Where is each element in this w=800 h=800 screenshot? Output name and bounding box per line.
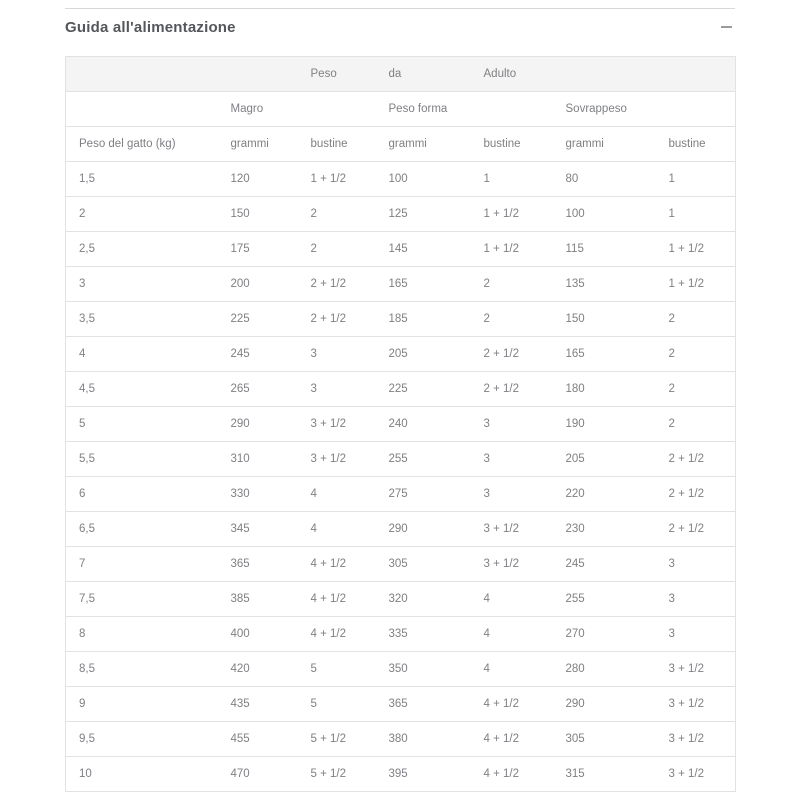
cell-magro-grams: 455 (230, 733, 250, 745)
cell-magro-grams: 245 (230, 348, 250, 360)
cell-ideal-pouches: 4 + 1/2 (483, 698, 519, 710)
cell-magro-grams: 470 (230, 768, 250, 780)
cell-ideal-pouches: 3 (483, 418, 490, 430)
cell-ideal-pouches: 4 + 1/2 (483, 768, 519, 780)
table-row (66, 757, 736, 792)
cell-ideal-grams: 225 (388, 383, 408, 395)
cell-ideal-grams: 205 (388, 348, 408, 360)
cell-overweight-grams: 280 (565, 663, 585, 675)
cell-overweight-grams: 270 (565, 628, 585, 640)
cell-overweight-pouches: 2 (668, 418, 675, 430)
cell-magro-pouches: 4 + 1/2 (310, 593, 346, 605)
header-cell-ideal-grams: da (388, 68, 402, 80)
header-cell-magro-pouches (298, 92, 376, 127)
cell-ideal-grams: 335 (388, 628, 408, 640)
cell-magro-pouches: 2 + 1/2 (310, 313, 346, 325)
table-row (66, 162, 736, 197)
cell-magro-grams: 290 (230, 418, 250, 430)
cell-ideal-pouches: 3 + 1/2 (483, 523, 519, 535)
header-cell-ideal-pouches: Adulto (483, 68, 517, 80)
cell-magro-grams: 345 (230, 523, 250, 535)
table-row (66, 232, 736, 267)
cell-ideal-pouches: 4 (483, 628, 490, 640)
header-cell-overweight-pouches (656, 92, 736, 127)
cell-ideal-pouches: 1 + 1/2 (483, 243, 519, 255)
cell-weight-kg: 2,5 (79, 243, 95, 255)
cell-ideal-grams: 305 (388, 558, 408, 570)
header-cell-overweight-grams: grammi (565, 138, 604, 150)
cell-overweight-pouches: 3 (668, 558, 675, 570)
header-cell-magro-pouches: bustine (310, 138, 348, 150)
cell-overweight-pouches: 3 (668, 628, 675, 640)
cell-magro-grams: 420 (230, 663, 250, 675)
cell-magro-pouches: 3 + 1/2 (310, 418, 346, 430)
cell-ideal-grams: 240 (388, 418, 408, 430)
cell-overweight-pouches: 3 (668, 593, 675, 605)
cell-ideal-grams: 275 (388, 488, 408, 500)
cell-magro-pouches: 1 + 1/2 (310, 173, 346, 185)
header-cell-overweight-grams: Sovrappeso (565, 103, 627, 115)
cell-ideal-grams: 185 (388, 313, 408, 325)
cell-weight-kg: 6,5 (79, 523, 95, 535)
header-cell-ideal-pouches: bustine (483, 138, 521, 150)
table-row (66, 582, 736, 617)
feeding-table-wrap (65, 56, 735, 792)
table-row (66, 652, 736, 687)
cell-overweight-grams: 255 (565, 593, 585, 605)
table-row (66, 267, 736, 302)
cell-overweight-grams: 100 (565, 208, 585, 220)
cell-ideal-pouches: 2 + 1/2 (483, 383, 519, 395)
cell-overweight-pouches: 2 (668, 313, 675, 325)
cell-weight-kg: 5,5 (79, 453, 95, 465)
cell-overweight-pouches: 2 + 1/2 (668, 453, 704, 465)
header-cell-overweight-pouches (656, 57, 736, 92)
cell-ideal-pouches: 4 (483, 593, 490, 605)
cell-magro-grams: 310 (230, 453, 250, 465)
cell-magro-grams: 175 (230, 243, 250, 255)
cell-weight-kg: 4,5 (79, 383, 95, 395)
cell-magro-pouches: 2 (310, 243, 317, 255)
header-row-1 (66, 57, 736, 92)
cell-weight-kg: 8,5 (79, 663, 95, 675)
table-row (66, 512, 736, 547)
cell-weight-kg: 7,5 (79, 593, 95, 605)
cell-magro-pouches: 4 (310, 523, 317, 535)
collapse-minus-icon[interactable] (721, 26, 732, 28)
cell-weight-kg: 2 (79, 208, 86, 220)
cell-magro-grams: 265 (230, 383, 250, 395)
table-row (66, 407, 736, 442)
cell-overweight-pouches: 1 + 1/2 (668, 278, 704, 290)
cell-magro-pouches: 5 + 1/2 (310, 733, 346, 745)
cell-weight-kg: 1,5 (79, 173, 95, 185)
cell-overweight-pouches: 3 + 1/2 (668, 698, 704, 710)
cell-overweight-pouches: 1 (668, 173, 675, 185)
cell-weight-kg: 6 (79, 488, 86, 500)
cell-magro-grams: 435 (230, 698, 250, 710)
cell-overweight-grams: 135 (565, 278, 585, 290)
cell-ideal-pouches: 3 (483, 488, 490, 500)
cell-magro-grams: 365 (230, 558, 250, 570)
cell-ideal-pouches: 4 + 1/2 (483, 733, 519, 745)
header-cell-magro-grams: Magro (230, 103, 264, 115)
header-cell-overweight-grams (553, 57, 656, 92)
cell-overweight-pouches: 3 + 1/2 (668, 663, 704, 675)
cell-ideal-grams: 100 (388, 173, 408, 185)
table-row (66, 547, 736, 582)
table-row (66, 477, 736, 512)
cell-magro-pouches: 3 + 1/2 (310, 453, 346, 465)
cell-ideal-grams: 350 (388, 663, 408, 675)
cell-overweight-grams: 165 (565, 348, 585, 360)
cell-overweight-pouches: 2 + 1/2 (668, 488, 704, 500)
cell-ideal-pouches: 3 + 1/2 (483, 558, 519, 570)
cell-overweight-grams: 290 (565, 698, 585, 710)
cell-ideal-grams: 145 (388, 243, 408, 255)
cell-magro-grams: 150 (230, 208, 250, 220)
cell-magro-pouches: 2 + 1/2 (310, 278, 346, 290)
cell-ideal-grams: 255 (388, 453, 408, 465)
cell-magro-pouches: 5 + 1/2 (310, 768, 346, 780)
cell-magro-grams: 200 (230, 278, 250, 290)
table-row (66, 687, 736, 722)
section-title: Guida all'alimentazione (65, 18, 236, 36)
cell-weight-kg: 5 (79, 418, 86, 430)
feeding-guide-table (65, 56, 736, 792)
cell-ideal-grams: 365 (388, 698, 408, 710)
cell-ideal-pouches: 2 + 1/2 (483, 348, 519, 360)
cell-magro-grams: 385 (230, 593, 250, 605)
cell-overweight-pouches: 1 + 1/2 (668, 243, 704, 255)
cell-magro-pouches: 4 + 1/2 (310, 558, 346, 570)
cell-magro-grams: 400 (230, 628, 250, 640)
cell-weight-kg: 8 (79, 628, 86, 640)
table-row (66, 442, 736, 477)
header-cell-ideal-grams: grammi (388, 138, 427, 150)
cell-overweight-pouches: 2 (668, 348, 675, 360)
cell-ideal-pouches: 3 (483, 453, 490, 465)
header-cell-magro-grams: grammi (230, 138, 269, 150)
cell-magro-pouches: 5 (310, 698, 317, 710)
cell-overweight-pouches: 2 + 1/2 (668, 523, 704, 535)
cell-weight-kg: 3 (79, 278, 86, 290)
cell-overweight-grams: 115 (565, 243, 584, 255)
table-row (66, 722, 736, 757)
cell-weight-kg: 9,5 (79, 733, 95, 745)
cell-weight-kg: 3,5 (79, 313, 95, 325)
header-cell-magro-grams (218, 57, 298, 92)
cell-magro-grams: 225 (230, 313, 250, 325)
cell-ideal-grams: 290 (388, 523, 408, 535)
cell-magro-pouches: 2 (310, 208, 317, 220)
accordion-header[interactable] (65, 12, 735, 42)
cell-ideal-pouches: 2 (483, 313, 490, 325)
header-row-3 (66, 127, 736, 162)
header-cell-magro-pouches: Peso (310, 68, 337, 80)
table-row (66, 337, 736, 372)
cell-magro-pouches: 3 (310, 348, 317, 360)
table-row (66, 617, 736, 652)
cell-overweight-grams: 180 (565, 383, 585, 395)
cell-ideal-grams: 125 (388, 208, 408, 220)
cell-overweight-pouches: 1 (668, 208, 675, 220)
cell-overweight-grams: 190 (565, 418, 585, 430)
cell-overweight-pouches: 3 + 1/2 (668, 768, 704, 780)
cell-magro-pouches: 5 (310, 663, 317, 675)
header-row-2 (66, 92, 736, 127)
cell-overweight-grams: 315 (565, 768, 585, 780)
cell-weight-kg: 10 (79, 768, 92, 780)
header-cell-ideal-grams: Peso forma (388, 103, 448, 115)
cell-ideal-pouches: 2 (483, 278, 490, 290)
cell-overweight-grams: 245 (565, 558, 585, 570)
cell-weight-kg: 7 (79, 558, 86, 570)
cell-magro-pouches: 4 + 1/2 (310, 628, 346, 640)
cell-magro-grams: 120 (230, 173, 250, 185)
cell-weight-kg: 4 (79, 348, 86, 360)
table-row (66, 372, 736, 407)
cell-overweight-grams: 305 (565, 733, 585, 745)
cell-overweight-grams: 150 (565, 313, 585, 325)
cell-overweight-pouches: 2 (668, 383, 675, 395)
cell-ideal-grams: 165 (388, 278, 408, 290)
cell-magro-pouches: 4 (310, 488, 317, 500)
cell-overweight-pouches: 3 + 1/2 (668, 733, 704, 745)
header-cell-weight-kg: Peso del gatto (kg) (79, 138, 176, 150)
cell-ideal-pouches: 1 + 1/2 (483, 208, 519, 220)
cell-ideal-grams: 320 (388, 593, 408, 605)
cell-weight-kg: 9 (79, 698, 86, 710)
cell-overweight-grams: 80 (565, 173, 579, 185)
cell-magro-pouches: 3 (310, 383, 317, 395)
table-row (66, 302, 736, 337)
cell-overweight-grams: 230 (565, 523, 585, 535)
cell-ideal-grams: 380 (388, 733, 408, 745)
header-cell-weight-kg (66, 92, 218, 127)
cell-ideal-pouches: 4 (483, 663, 490, 675)
header-cell-overweight-pouches: bustine (668, 138, 706, 150)
header-cell-ideal-pouches (471, 92, 553, 127)
cell-overweight-grams: 205 (565, 453, 585, 465)
header-cell-weight-kg (66, 57, 218, 92)
cell-ideal-grams: 395 (388, 768, 408, 780)
cell-ideal-pouches: 1 (483, 173, 490, 185)
table-row (66, 197, 736, 232)
feeding-guide-section (65, 8, 735, 792)
cell-overweight-grams: 220 (565, 488, 585, 500)
cell-magro-grams: 330 (230, 488, 250, 500)
